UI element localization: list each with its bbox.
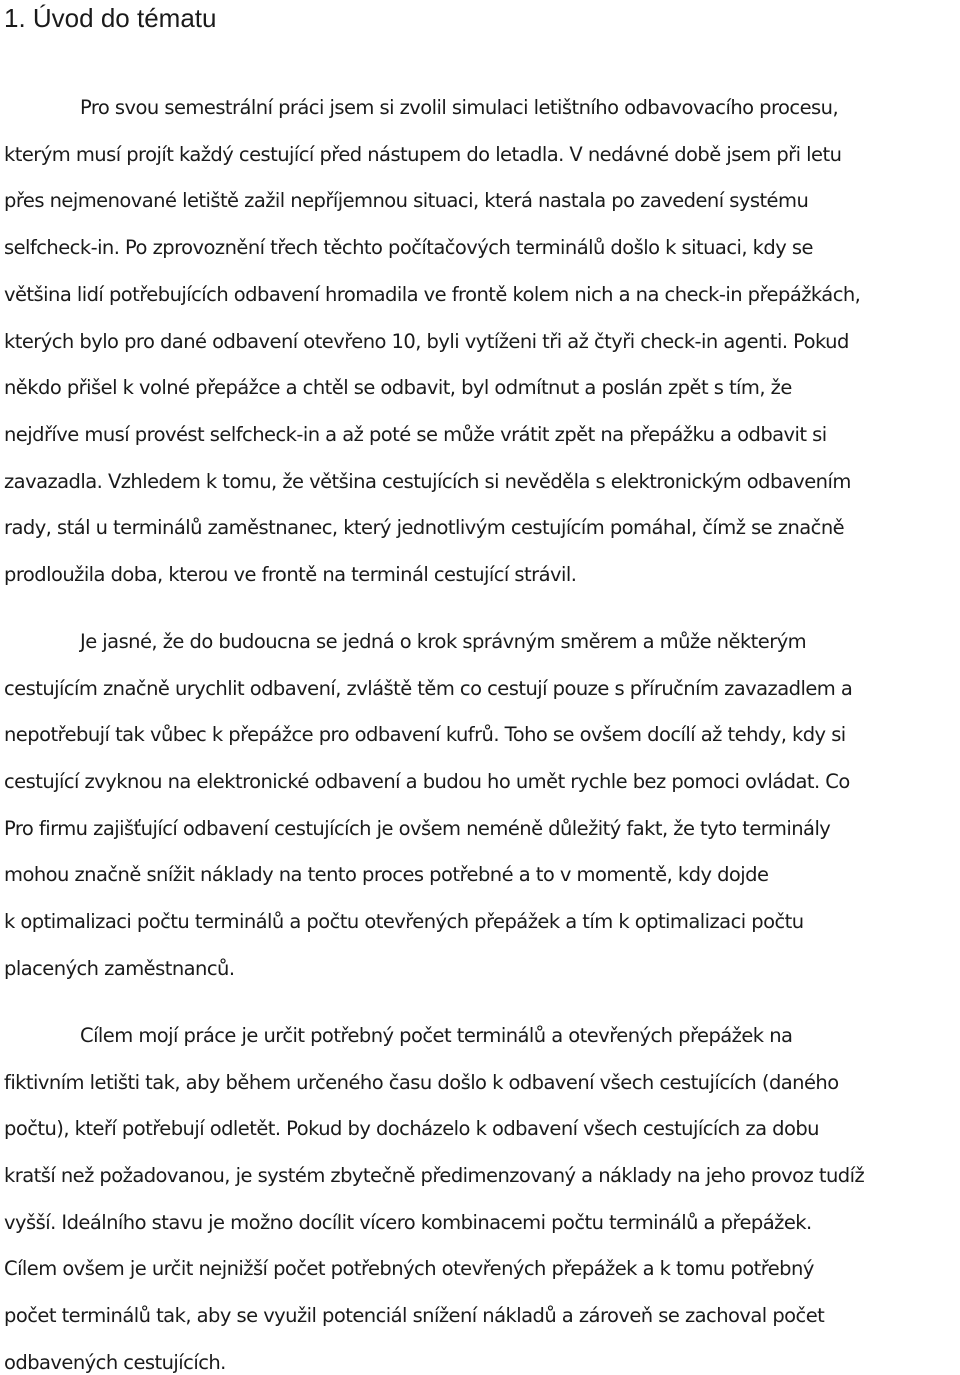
text-line: rady, stál u terminálů zaměstnanec, který jednotlivým cestujícím pomáhal, čímž se značně	[4, 516, 845, 539]
text-line: Pro firmu zajišťující odbavení cestujících je ovšem neméně důležitý fakt, že tyto terminály	[4, 817, 831, 840]
text-line: k optimalizaci počtu terminálů a počtu otevřených přepážek a tím k optimalizaci počtu	[4, 910, 804, 933]
text-line: placených zaměstnanců.	[4, 957, 235, 980]
text-line: Cílem ovšem je určit nejnižší počet potřebných otevřených přepážek a k tomu potřebný	[4, 1257, 814, 1280]
text-line: kratší než požadovanou, je systém zbytečně předimenzovaný a náklady na jeho provoz tudíž	[4, 1164, 865, 1187]
text-line: nejdříve musí provést selfcheck-in a až poté se může vrátit zpět na přepážku a odbavit si	[4, 423, 827, 446]
text-line: zavazadla. Vzhledem k tomu, že většina cestujících si nevěděla s elektronickým odbavením	[4, 470, 851, 493]
text-line: většina lidí potřebujících odbavení hromadila ve frontě kolem nich a na check-in přepážkách,	[4, 283, 861, 306]
text-line: přes nejmenované letiště zažil nepříjemnou situaci, která nastala po zavedení systému	[4, 189, 809, 212]
text-line: fiktivním letišti tak, aby během určeného času došlo k odbavení všech cestujících (daného	[4, 1071, 839, 1094]
text-line: cestujícím značně urychlit odbavení, zvláště těm co cestují pouze s příručním zavazadlem a	[4, 677, 853, 700]
text-line: kterým musí projít každý cestující před nástupem do letadla. V nedávné době jsem při letu	[4, 143, 842, 166]
text-line: mohou značně snížit náklady na tento proces potřebné a to v momentě, kdy dojde	[4, 863, 769, 886]
text-line: vyšší. Ideálního stavu je možno docílit vícero kombinacemi počtu terminálů a přepážek.	[4, 1211, 812, 1234]
text-line: počet terminálů tak, aby se využil potenciál snížení nákladů a zároveň se zachoval počet	[4, 1304, 825, 1327]
text-line: počtu), kteří potřebují odletět. Pokud by docházelo k odbavení všech cestujících za dobu	[4, 1117, 819, 1140]
text-line: selfcheck-in. Po zprovoznění třech těchto počítačových terminálů došlo k situaci, kdy se	[4, 236, 813, 259]
text-line: prodloužila doba, kterou ve frontě na terminál cestující strávil.	[4, 563, 577, 586]
text-line: někdo přišel k volné přepážce a chtěl se odbavit, byl odmítnut a poslán zpět s tím, že	[4, 376, 792, 399]
text-line: Cílem mojí práce je určit potřebný počet terminálů a otevřených přepážek na	[80, 1024, 793, 1047]
text-line: cestující zvyknou na elektronické odbavení a budou ho umět rychle bez pomoci ovládat. Co	[4, 770, 850, 793]
text-line: Pro svou semestrální práci jsem si zvolil simulaci letištního odbavovacího procesu,	[80, 96, 839, 119]
text-line: odbavených cestujících.	[4, 1351, 226, 1374]
text-line: nepotřebují tak vůbec k přepážce pro odbavení kufrů. Toho se ovšem docílí až tehdy, kdy si	[4, 723, 846, 746]
text-line: kterých bylo pro dané odbavení otevřeno 10, byli vytíženi tři až čtyři check-in agenti. Pokud	[4, 330, 849, 353]
section-heading: 1. Úvod do tématu	[4, 3, 217, 33]
text-line: Je jasné, že do budoucna se jedná o krok správným směrem a může některým	[80, 630, 807, 653]
